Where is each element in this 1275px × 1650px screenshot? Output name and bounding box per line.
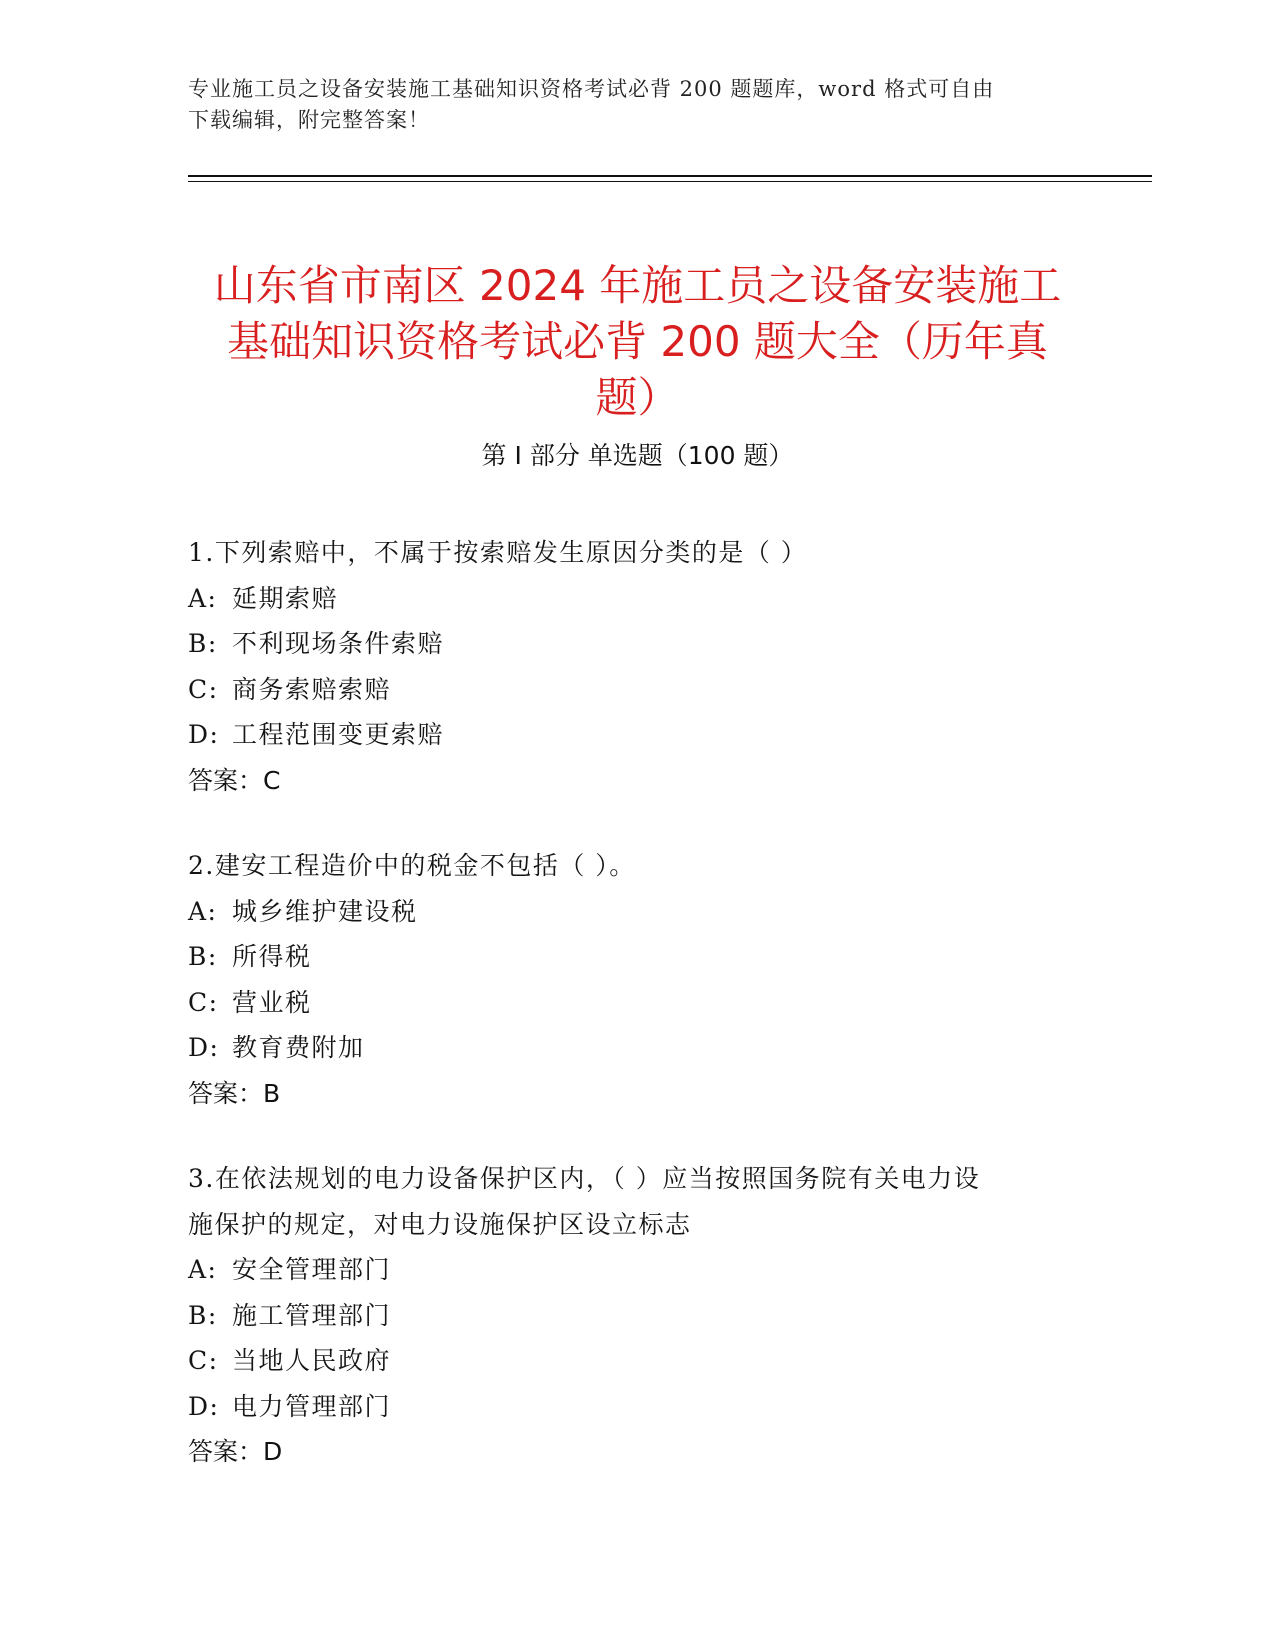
question-item <box>188 843 1088 1116</box>
question-item <box>188 1156 1088 1475</box>
option-key: A: <box>188 1255 218 1284</box>
question-stem-continued: 施保护的规定，对电力设施保护区设立标志 <box>188 1209 692 1239</box>
option-c <box>188 980 1088 1026</box>
option-text: 商务索赔索赔 <box>232 674 392 704</box>
option-d <box>188 712 1088 758</box>
option-key: B: <box>188 629 218 658</box>
option-key: D: <box>188 720 220 749</box>
option-key: C: <box>188 674 219 704</box>
header-divider <box>188 175 1152 177</box>
answer-line: 答案：C <box>188 765 281 795</box>
option-text: 延期索赔 <box>232 583 339 613</box>
header-note-line: 专业施工员之设备安装施工基础知识资格考试必背 200 题题库，word 格式可自由 <box>188 77 995 101</box>
option-text: 不利现场条件索赔 <box>232 629 445 658</box>
option-key: C: <box>188 987 219 1017</box>
question-stem: 2.建安工程造价中的税金不包括（ ）。 <box>188 851 636 880</box>
option-key: B: <box>188 1300 218 1330</box>
option-text: 施工管理部门 <box>232 1300 392 1330</box>
option-key: C: <box>188 1346 219 1375</box>
option-b <box>188 621 1088 667</box>
answer-line: 答案：B <box>188 1078 281 1108</box>
header-divider-thin <box>188 181 1152 182</box>
title-line: 题） <box>595 373 680 423</box>
option-key: D: <box>188 1391 220 1421</box>
option-a <box>188 576 1088 622</box>
option-a <box>188 1247 1088 1293</box>
option-text: 营业税 <box>232 987 312 1017</box>
option-d <box>188 1025 1088 1071</box>
option-text: 城乡维护建设税 <box>232 896 418 926</box>
document-title <box>140 258 1135 426</box>
option-b <box>188 934 1088 980</box>
header-note-line: 下载编辑，附完整答案！ <box>188 108 430 132</box>
option-key: A: <box>188 896 218 926</box>
option-text: 安全管理部门 <box>232 1255 392 1284</box>
option-a <box>188 889 1088 935</box>
option-b <box>188 1293 1088 1339</box>
option-text: 工程范围变更索赔 <box>232 720 445 749</box>
option-key: D: <box>188 1033 220 1062</box>
option-text: 所得税 <box>232 942 312 971</box>
option-c <box>188 667 1088 713</box>
question-stem: 3.在依法规划的电力设备保护区内，（ ）应当按照国务院有关电力设 <box>188 1164 981 1193</box>
answer-line: 答案：D <box>188 1437 283 1466</box>
question-stem: 1.下列索赔中，不属于按索赔发生原因分类的是（ ） <box>188 538 808 567</box>
title-line: 基础知识资格考试必背 200 题大全（历年真 <box>227 317 1048 367</box>
title-line: 山东省市南区 2024 年施工员之设备安装施工 <box>213 261 1062 311</box>
question-list <box>188 530 1088 1515</box>
option-text: 教育费附加 <box>232 1033 365 1062</box>
option-d <box>188 1384 1088 1430</box>
option-text: 电力管理部门 <box>232 1391 392 1421</box>
option-key: B: <box>188 942 218 971</box>
option-key: A: <box>188 583 218 613</box>
option-text: 当地人民政府 <box>232 1346 392 1375</box>
document-header-note <box>188 74 1088 136</box>
option-c <box>188 1338 1088 1384</box>
section-heading: 第 I 部分 单选题（100 题） <box>481 441 794 470</box>
question-item <box>188 530 1088 803</box>
